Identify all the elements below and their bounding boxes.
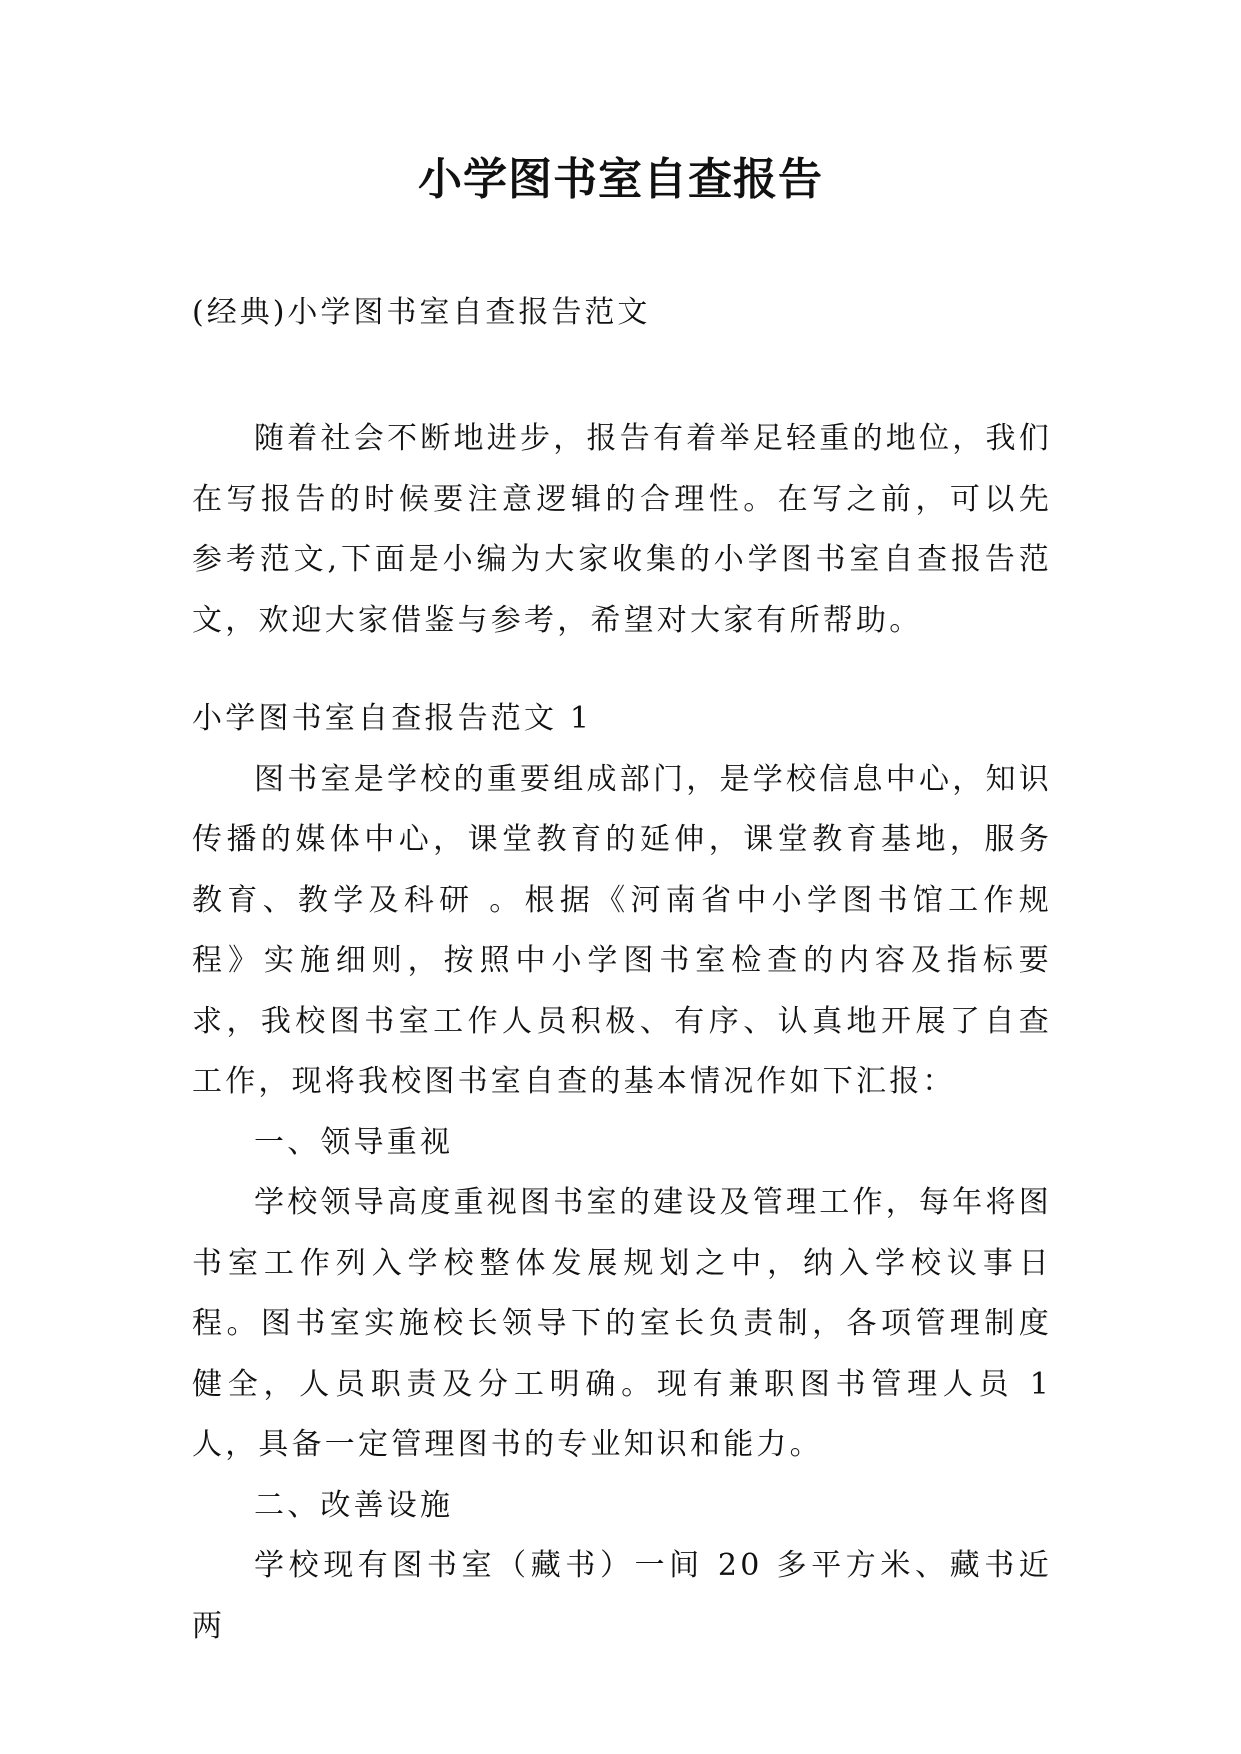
section-heading: 小学图书室自查报告范文 1	[192, 701, 593, 736]
item-2-text: 学校现有图书室（藏书）一间 20 多平方米、藏书近两	[192, 1548, 1052, 1644]
document-title: 小学图书室自查报告	[418, 154, 823, 205]
report-body	[192, 689, 1052, 1657]
paragraph-intro-report: 图书室是学校的重要组成部门，是学校信息中心，知识传播的媒体中心，课堂教育的延伸，课堂教育基地，服务教育、教学及科研 。根据《河南省中小学图书馆工作规程》实施细则，按照中小学图书室检查的内容及指标要求，我校图书室工作人员积极、有序、认真地开展了自查工作，现将我校图书室自查的基本情况作如下汇报：	[192, 761, 1052, 1099]
item-1-title: 一、领导重视	[254, 1124, 454, 1160]
document-subtitle: (经典)小学图书室自查报告范文	[192, 295, 651, 330]
intro-block	[192, 409, 1052, 651]
item-2-title: 二、改善设施	[254, 1487, 454, 1523]
intro-paragraph: 随着社会不断地进步，报告有着举足轻重的地位，我们在写报告的时候要注意逻辑的合理性。在写之前，可以先参考范文,下面是小编为大家收集的小学图书室自查报告范文，欢迎大家借鉴与参考，希望对大家有所帮助。	[192, 421, 1052, 638]
item-1-text: 学校领导高度重视图书室的建设及管理工作，每年将图书室工作列入学校整体发展规划之中，纳入学校议事日程。图书室实施校长领导下的室长负责制，各项管理制度健全，人员职责及分工明确。现有兼职图书管理人员 1 人，具备一定管理图书的专业知识和能力。	[192, 1185, 1052, 1462]
